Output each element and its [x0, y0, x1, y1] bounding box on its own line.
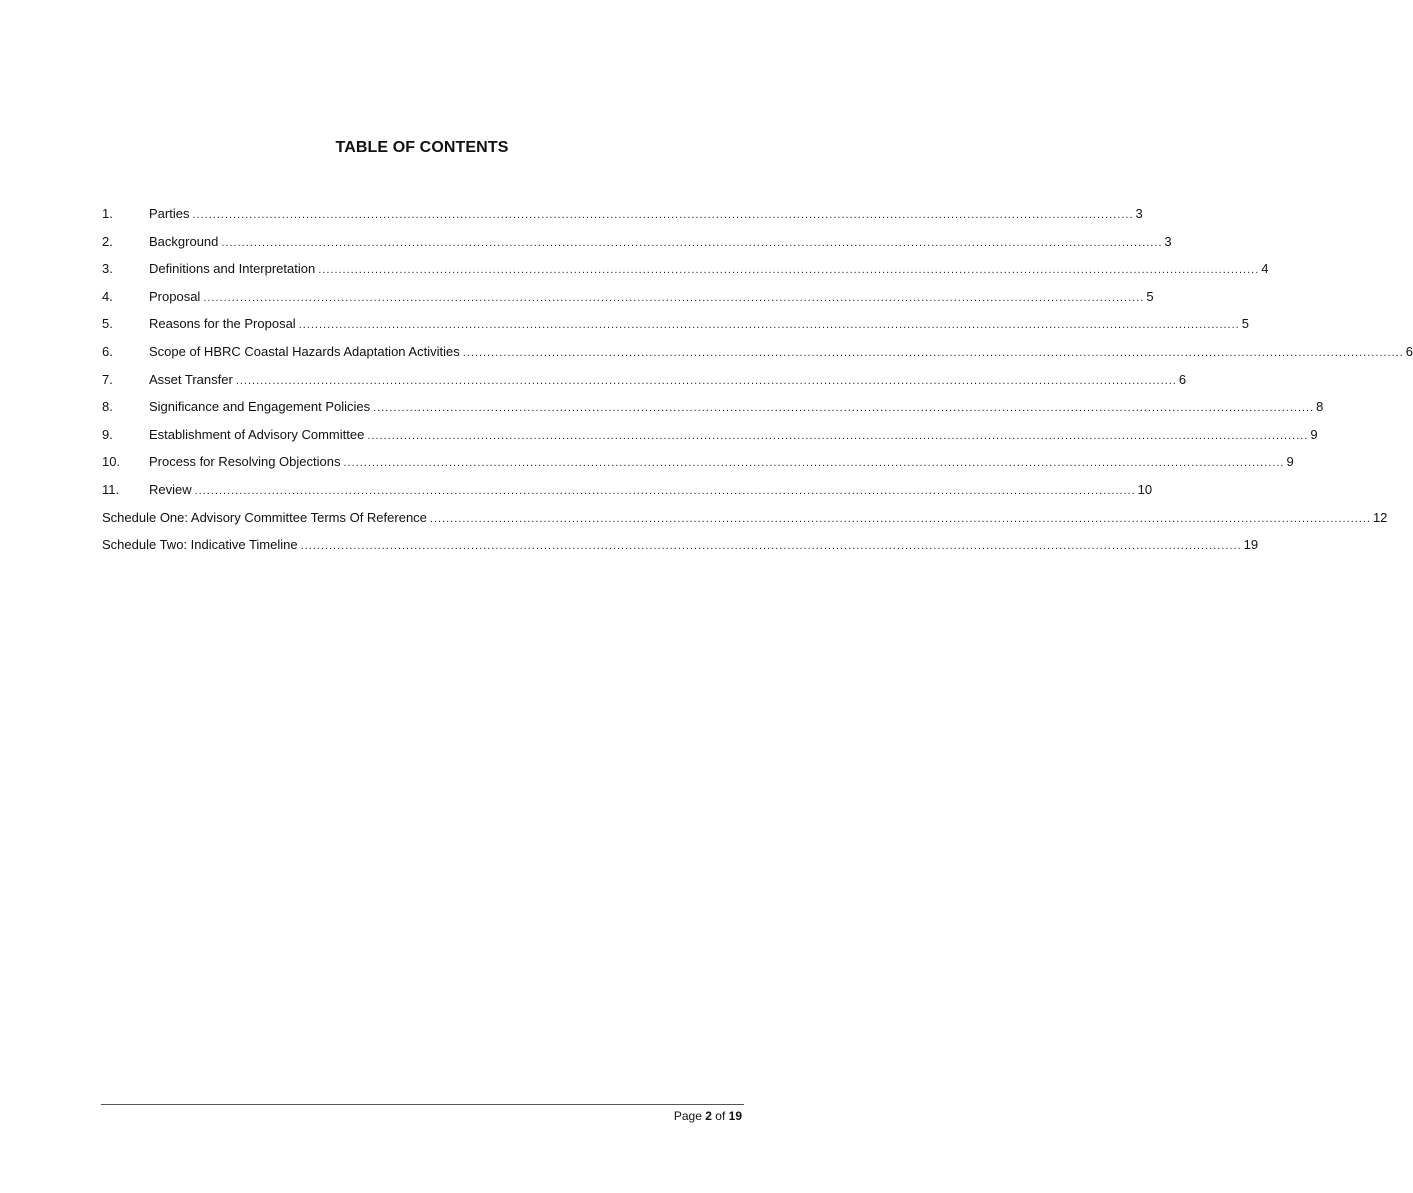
toc-entry-page: 12 [1372, 509, 1388, 525]
toc-entry-asset-transfer[interactable] [102, 370, 1187, 398]
table-of-contents [102, 204, 1413, 563]
page-of: of [715, 1109, 726, 1123]
toc-entry-schedule-one[interactable] [102, 508, 1388, 536]
page-title: TABLE OF CONTENTS [335, 139, 509, 156]
dot-leader: ........................................................................................................................................................................................................................................ [343, 457, 1285, 470]
total-pages: 19 [728, 1109, 742, 1123]
toc-entry-label: Establishment of Advisory Committee [149, 426, 365, 442]
toc-entry-number: 1. [102, 206, 113, 221]
dot-leader: ........................................................................................................................................................................................................................................ [462, 346, 1404, 359]
toc-entry-proposal[interactable] [102, 287, 1154, 315]
toc-entry-number: 3. [102, 261, 113, 277]
toc-entry-page: 3 [1164, 233, 1172, 249]
toc-entry-number: 8. [102, 399, 113, 415]
toc-entry-number: 7. [102, 371, 113, 387]
dot-leader: ........................................................................................................................................................................................................................................ [300, 540, 1242, 553]
toc-entry-page: 19 [1243, 537, 1259, 553]
toc-entry-page: 3 [1135, 206, 1143, 221]
toc-entry-number: 5. [102, 316, 113, 332]
toc-entry-page: 5 [1146, 288, 1154, 304]
toc-entry-number: 11. [102, 481, 120, 497]
toc-entry-review[interactable] [102, 480, 1153, 508]
toc-entry-objections[interactable] [102, 452, 1294, 480]
toc-entry-definitions[interactable] [102, 259, 1269, 287]
toc-entry-number: 6. [102, 343, 113, 359]
toc-entry-background[interactable] [102, 232, 1172, 260]
toc-entry-number: 4. [102, 288, 113, 304]
page-prefix: Page [673, 1109, 702, 1123]
toc-entry-page: 9 [1286, 454, 1294, 470]
toc-entry-page: 9 [1310, 426, 1318, 442]
toc-entry-label: Proposal [149, 288, 201, 304]
toc-entry-page: 6 [1405, 343, 1413, 359]
toc-entry-number: 10. [102, 454, 121, 470]
toc-entry-label: Asset Transfer [149, 371, 233, 387]
toc-entry-page: 6 [1178, 371, 1187, 387]
footer-divider [101, 1104, 744, 1105]
toc-entry-advisory-committee[interactable] [102, 425, 1318, 453]
toc-entry-schedule-two[interactable] [102, 535, 1259, 563]
dot-leader: ........................................................................................................................................................................................................................................ [318, 264, 1260, 277]
toc-entry-label: Schedule Two: Indicative Timeline [102, 537, 298, 553]
toc-entry-page: 5 [1241, 316, 1249, 332]
dot-leader: ........................................................................................................................................................................................................................................ [194, 484, 1136, 497]
toc-entry-label: Scope of HBRC Coastal Hazards Adaptation Activities [149, 343, 460, 359]
dot-leader: ........................................................................................................................................................................................................................................ [367, 429, 1309, 442]
dot-leader: ........................................................................................................................................................................................................................................ [298, 319, 1240, 332]
toc-entry-label: Background [149, 233, 219, 249]
toc-entry-parties[interactable] [102, 204, 1143, 232]
toc-entry-page: 10 [1137, 481, 1153, 497]
toc-entry-reasons[interactable] [102, 314, 1249, 342]
toc-entry-label: Significance and Engagement Policies [149, 399, 371, 415]
toc-entry-label: Process for Resolving Objections [149, 454, 341, 470]
toc-entry-number: 2. [102, 233, 113, 249]
dot-leader: ........................................................................................................................................................................................................................................ [203, 291, 1145, 304]
toc-entry-significance[interactable] [102, 397, 1324, 425]
toc-entry-label: Schedule One: Advisory Committee Terms Of Reference [102, 509, 427, 525]
toc-entry-number: 9. [102, 426, 113, 442]
dot-leader: ........................................................................................................................................................................................................................................ [373, 402, 1315, 415]
toc-entry-label: Parties [149, 206, 190, 221]
current-page: 2 [705, 1109, 712, 1123]
toc-entry-label: Review [149, 481, 192, 497]
toc-entry-label: Definitions and Interpretation [149, 261, 316, 277]
toc-entry-page: 8 [1316, 399, 1324, 415]
dot-leader: ........................................................................................................................................................................................................................................ [235, 374, 1177, 387]
toc-entry-label: Reasons for the Proposal [149, 316, 296, 332]
toc-entry-page: 4 [1261, 261, 1269, 277]
dot-leader: ........................................................................................................................................................................................................................................ [192, 209, 1134, 221]
page-number [674, 1108, 742, 1124]
dot-leader: ........................................................................................................................................................................................................................................ [429, 512, 1371, 525]
dot-leader: ........................................................................................................................................................................................................................................ [221, 236, 1163, 249]
toc-entry-scope[interactable] [102, 342, 1413, 370]
